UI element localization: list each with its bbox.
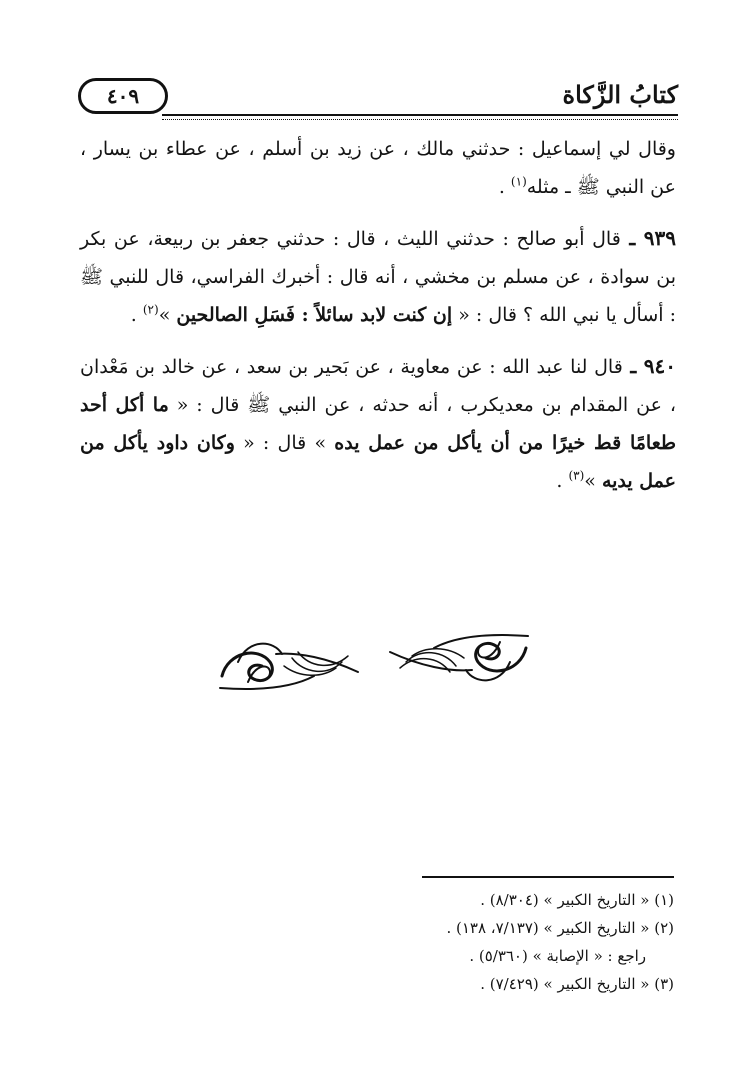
- hadith-number: ٩٣٩ ـ: [620, 226, 676, 250]
- chapter-title: كتابُ الزَّكاة: [562, 80, 678, 109]
- paragraph-text: قال لنا عبد الله : عن معاوية ، عن بَحير بن سعد ، عن خالد بن مَعْدان ، عن المقدام بن معديكرب ، أنه حدثه ، عن النبي ﷺ قال : «: [80, 356, 676, 416]
- footnote-ref: (٢): [142, 302, 159, 317]
- main-text: [80, 130, 676, 500]
- header-rule: [162, 114, 678, 120]
- paragraph-text: »: [584, 470, 602, 492]
- hadith-quote: وكان داود يأكل من عمل يديه: [80, 432, 676, 492]
- page-number: ٤٠٩: [78, 78, 168, 114]
- hadith-quote: إن كنت لابد سائلاً : فَسَلِ الصالحين: [176, 304, 453, 326]
- footnote-ref: (١): [510, 174, 527, 189]
- paragraph-text: .: [498, 176, 511, 198]
- paragraph-text: وقال لي إسماعيل : حدثني مالك ، عن زيد بن أسلم ، عن عطاء بن يسار ، عن النبي ﷺ ـ مثله: [80, 138, 676, 198]
- page-header: [78, 74, 678, 126]
- footnote: (٣) « التاريخ الكبير » (٧/٤٢٩) .: [480, 975, 674, 993]
- hadith-number: ٩٤٠ ـ: [622, 354, 676, 378]
- footnote-rule: [422, 876, 674, 878]
- footnote-ref: (٣): [568, 468, 585, 483]
- paragraph-text: .: [130, 304, 143, 326]
- paragraph: [80, 219, 676, 334]
- paragraph-text: .: [556, 470, 569, 492]
- paragraph: [80, 130, 676, 206]
- footnotes: [300, 886, 674, 998]
- paragraph-text: » قال : «: [234, 432, 335, 454]
- hadith-quote: ما أكل أحد طعامًا قط خيرًا من أن يأكل من عمل يده: [80, 394, 676, 454]
- calligraphic-flourish-divider-icon: [218, 632, 530, 692]
- footnote: راجع : « الإصابة » (٥/٣٦٠) .: [469, 947, 646, 965]
- paragraph-text: »: [158, 304, 177, 326]
- paragraph-text: قال أبو صالح : حدثني الليث ، قال : حدثني جعفر بن ربيعة، عن بكر بن سوادة ، عن مسلم بن مخشي ، أنه قال : أخبرك الفراسي، قال للنبي ﷺ : أسأل يا نبي الله ؟ قال : «: [80, 228, 676, 326]
- footnote: (٢) « التاريخ الكبير » (٧/١٣٧، ١٣٨) .: [446, 919, 674, 937]
- footnote: (١) « التاريخ الكبير » (٨/٣٠٤) .: [480, 891, 674, 909]
- paragraph: [80, 347, 676, 500]
